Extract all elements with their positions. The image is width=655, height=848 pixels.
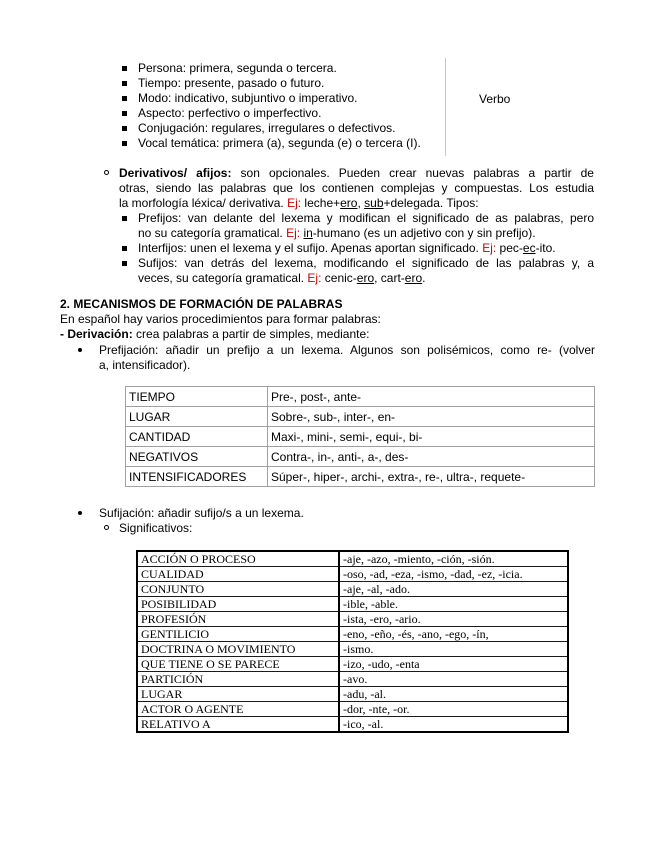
table-row (137, 717, 568, 733)
list-item: Persona: primera, segunda o tercera. (138, 61, 337, 75)
underlined-affix: in (303, 226, 313, 240)
table-row (126, 467, 595, 487)
bullet-square-icon (122, 141, 127, 146)
derivativos-text: son opcionales. Pueden crear nuevas palabras a partir de (231, 166, 594, 180)
table-cell: -oso, -ad, -eza, -ismo, -dad, -ez, -icia. (339, 567, 568, 582)
bullet-square-icon (122, 246, 127, 251)
table-cell: Súper-, hiper-, archi-, extra-, re-, ultra-, requete- (268, 467, 595, 487)
table-cell: -ible, -able. (339, 597, 568, 612)
text: +delegada. Tipos: (383, 196, 479, 210)
bullet-dot-icon (78, 348, 82, 352)
side-label-verbo: Verbo (479, 92, 511, 106)
derivacion-line (60, 327, 370, 341)
dash: - (60, 327, 68, 341)
bullet-square-icon (122, 261, 127, 266)
table-cell: -aje, -azo, -miento, -ción, -sión. (339, 551, 568, 567)
table-cell: CUALIDAD (137, 567, 339, 582)
derivativos-line-3 (119, 196, 479, 210)
table-row (137, 612, 568, 627)
table-cell: -ista, -ero, -ario. (339, 612, 568, 627)
suffix-table (136, 550, 569, 733)
table-row (137, 627, 568, 642)
underlined-affix: ero (340, 196, 358, 210)
bullet-square-icon (122, 81, 127, 86)
list-item: Vocal temática: primera (a), segunda (e) o tercera (I). (138, 136, 421, 150)
section-intro: En español hay varios procedimientos para formar palabras: (60, 312, 381, 326)
table-row (137, 657, 568, 672)
table-row (137, 672, 568, 687)
table-cell: POSIBILIDAD (137, 597, 339, 612)
table-cell: -adu, -al. (339, 687, 568, 702)
text: Interfijos: unen el lexema y el sufijo. Apenas aportan significado. (138, 241, 483, 255)
text: -ito. (535, 241, 556, 255)
table-cell: DOCTRINA O MOVIMIENTO (137, 642, 339, 657)
text: veces, su categoría gramatical. (138, 271, 308, 285)
table-cell: -ismo. (339, 642, 568, 657)
table-cell: -avo. (339, 672, 568, 687)
underlined-affix: ero (404, 271, 423, 285)
interfijos-line (138, 241, 556, 255)
table-cell: LUGAR (137, 687, 339, 702)
prefijacion-line-2: a, intensificador). (99, 358, 191, 372)
table-cell: QUE TIENE O SE PARECE (137, 657, 339, 672)
prefijos-line-2 (138, 226, 536, 240)
table-row (137, 642, 568, 657)
bullet-square-icon (122, 126, 127, 131)
table-cell: GENTILICIO (137, 627, 339, 642)
list-item: Modo: indicativo, subjuntivo o imperativo. (138, 91, 358, 105)
table-row (137, 582, 568, 597)
derivativos-term: Derivativos/ afijos: (119, 166, 232, 180)
text: crea palabras a partir de simples, mediante: (132, 327, 370, 341)
table-row (126, 427, 595, 447)
prefix-table (125, 386, 595, 487)
underlined-affix: ec (522, 241, 536, 255)
derivacion-term: Derivación: (67, 327, 133, 341)
table-row (126, 387, 595, 407)
section-heading: 2. MECANISMOS DE FORMACIÓN DE PALABRAS (60, 297, 343, 311)
table-cell: LUGAR (126, 407, 268, 427)
table-cell: Maxi-, mini-, semi-, equi-, bi- (268, 427, 595, 447)
table-row (137, 551, 568, 567)
table-cell: -aje, -al, -ado. (339, 582, 568, 597)
table-cell: Pre-, post-, ante- (268, 387, 595, 407)
table-cell: -ico, -al. (339, 717, 568, 733)
table-cell: CANTIDAD (126, 427, 268, 447)
table-cell: -eno, -eño, -és, -ano, -ego, -ín, (339, 627, 568, 642)
table-cell: Contra-, in-, anti-, a-, des- (268, 447, 595, 467)
table-cell: ACTOR O AGENTE (137, 702, 339, 717)
text: -humano (es un adjetivo con y sin prefijo). (312, 226, 536, 240)
table-row (137, 597, 568, 612)
sufijos-line-1: Sufijos: van detrás del lexema, modificando el significado de las palabras y, a (138, 256, 594, 270)
example-label: Ej: (307, 271, 322, 285)
example-label: Ej: (482, 241, 497, 255)
underlined-affix: ero (356, 271, 375, 285)
text: pec- (496, 241, 523, 255)
table-cell: PARTICIÓN (137, 672, 339, 687)
text: la morfología léxica/ derivativa. (119, 196, 288, 210)
table-cell: -dor, -nte, -or. (339, 702, 568, 717)
text: . (422, 271, 426, 285)
derivativos-line-2: otras, siendo las palabras que los contienen complejas y compuestas. Los estudia (119, 181, 594, 195)
bullet-circle-icon (104, 170, 109, 175)
underlined-affix: sub (364, 196, 384, 210)
text: leche+ (301, 196, 341, 210)
bullet-square-icon (122, 111, 127, 116)
table-cell: INTENSIFICADORES (126, 467, 268, 487)
text: , cart- (374, 271, 405, 285)
table-cell: CONJUNTO (137, 582, 339, 597)
table-cell: RELATIVO A (137, 717, 339, 733)
bullet-square-icon (122, 96, 127, 101)
column-divider (445, 58, 446, 156)
text: , (357, 196, 365, 210)
bullet-dot-icon (78, 511, 82, 515)
bullet-circle-icon (104, 525, 109, 530)
table-cell: -izo, -udo, -enta (339, 657, 568, 672)
list-item: Tiempo: presente, pasado o futuro. (138, 76, 325, 90)
table-row (126, 407, 595, 427)
table-row (137, 702, 568, 717)
sufijos-line-2 (138, 271, 425, 285)
prefijacion-line-1: Prefijación: añadir un prefijo a un lexema. Algunos son polisémicos, como re- (volver (99, 343, 595, 357)
sufijacion-line: Sufijación: añadir sufijo/s a un lexema. (99, 506, 304, 520)
example-label: Ej: (286, 226, 301, 240)
table-row (137, 687, 568, 702)
example-label: Ej: (287, 196, 302, 210)
table-cell: TIEMPO (126, 387, 268, 407)
table-cell: Sobre-, sub-, inter-, en- (268, 407, 595, 427)
table-row (126, 447, 595, 467)
bullet-square-icon (122, 66, 127, 71)
table-cell: ACCIÓN O PROCESO (137, 551, 339, 567)
table-row (137, 567, 568, 582)
derivativos-line-1 (119, 166, 594, 180)
table-cell: PROFESIÓN (137, 612, 339, 627)
text: no su categoría gramatical. (138, 226, 287, 240)
significativos-label: Significativos: (119, 521, 193, 535)
list-item: Aspecto: perfectivo o imperfectivo. (138, 106, 322, 120)
text: cenic- (321, 271, 357, 285)
bullet-square-icon (122, 216, 127, 221)
prefijos-line-1: Prefijos: van delante del lexema y modifican el significado de as palabras, pero (138, 211, 594, 225)
list-item: Conjugación: regulares, irregulares o defectivos. (138, 121, 396, 135)
table-cell: NEGATIVOS (126, 447, 268, 467)
